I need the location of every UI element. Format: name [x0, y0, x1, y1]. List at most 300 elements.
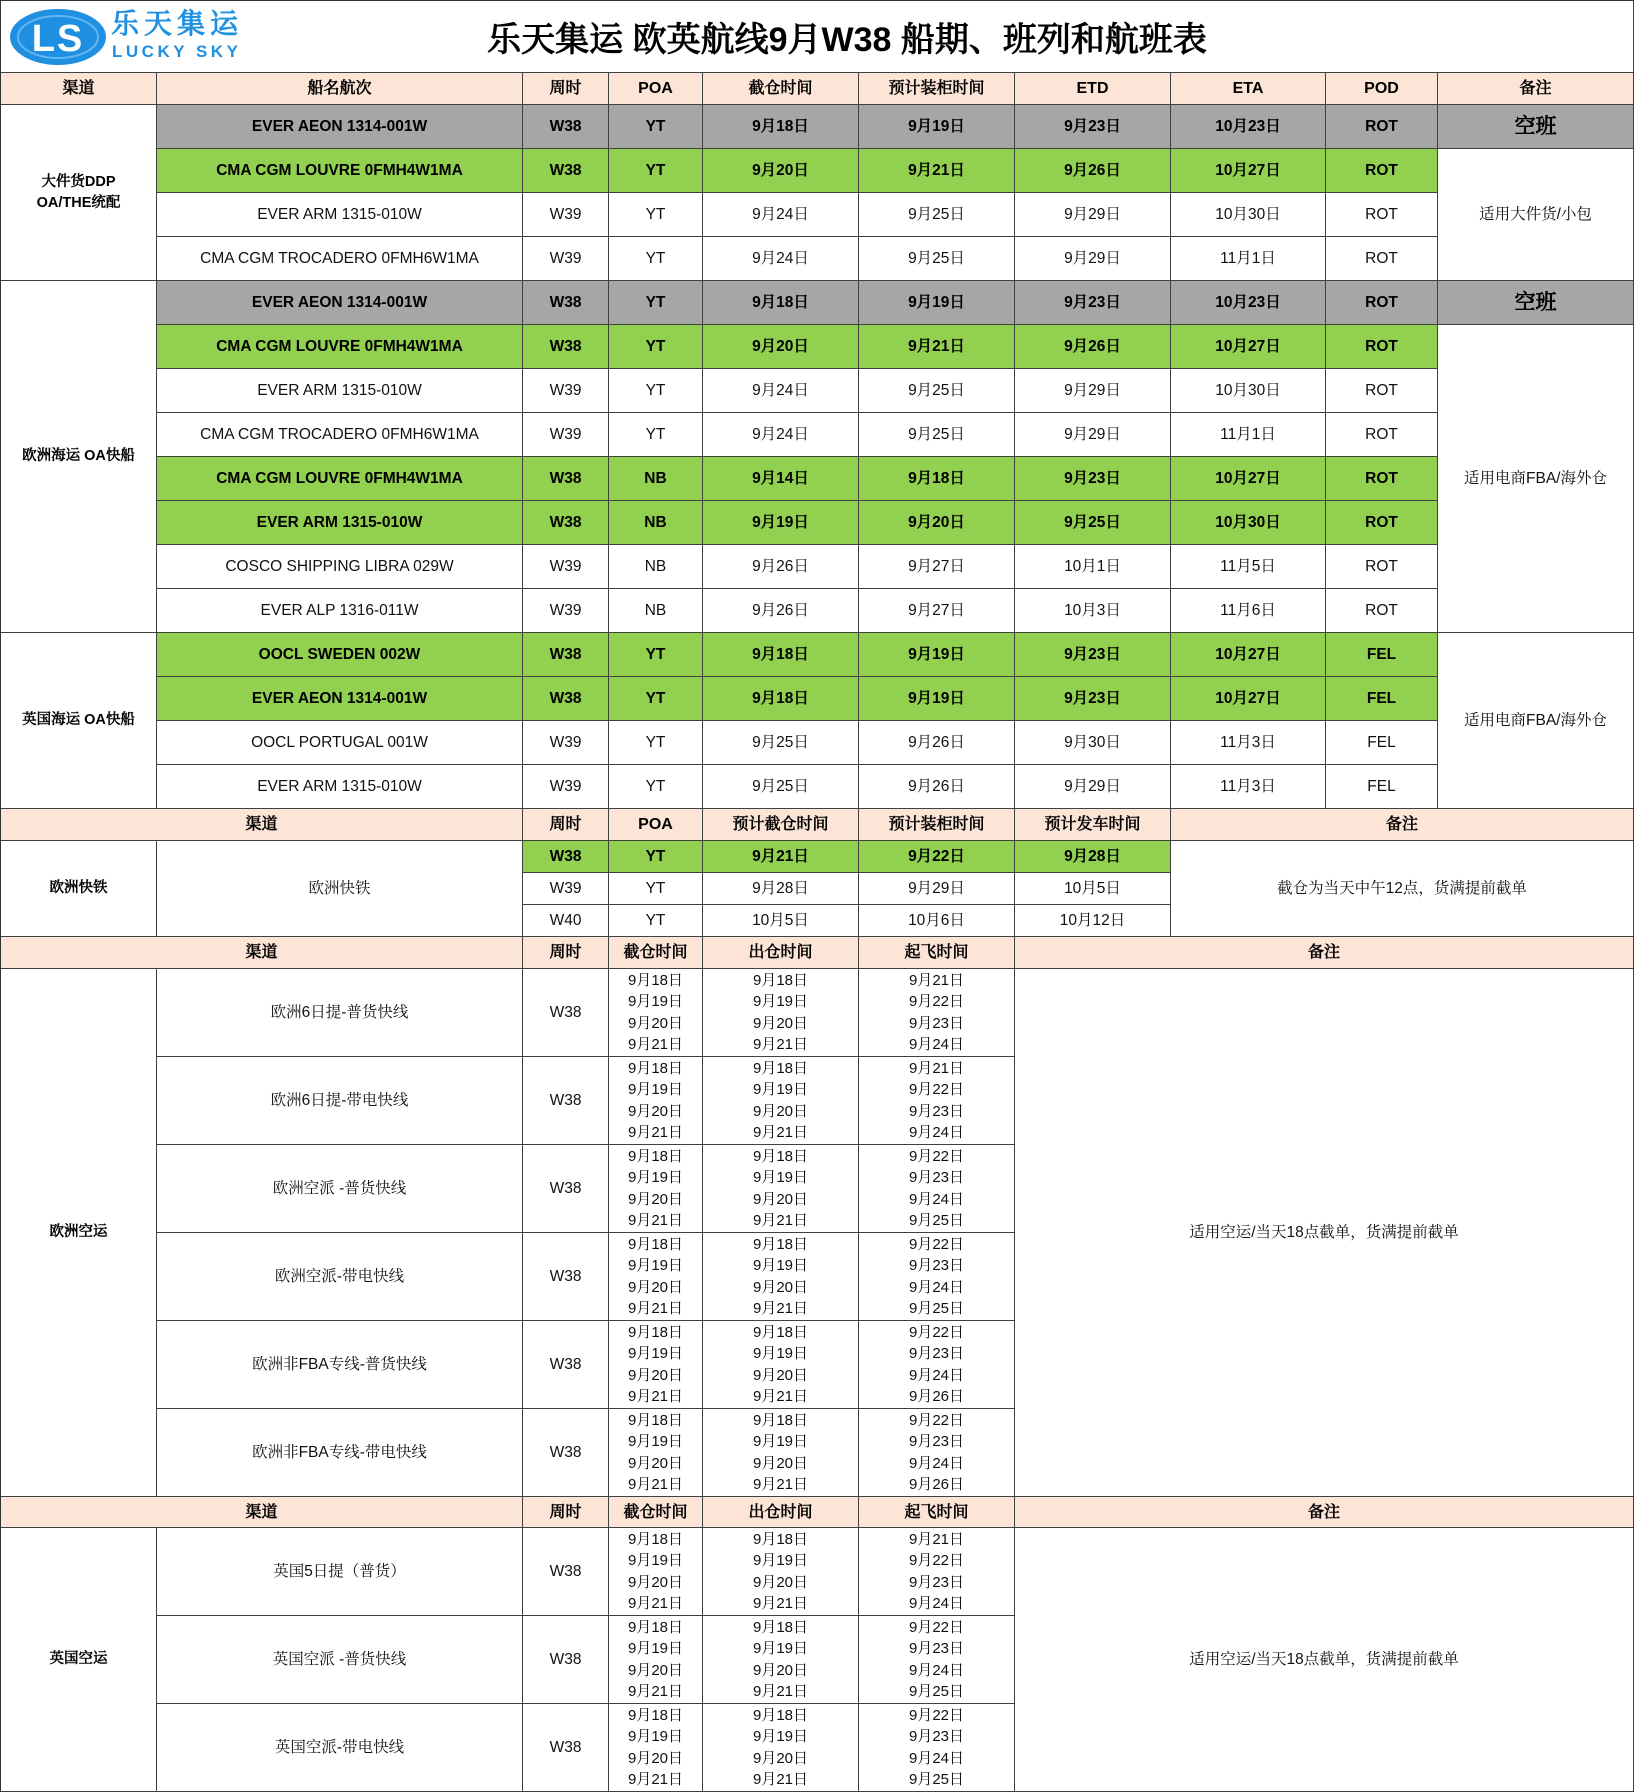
loading-cell: 9月27日 [859, 545, 1015, 589]
air-warehouse-out-date: 9月18日 [752, 1059, 809, 1077]
rail-poa-cell: YT [609, 841, 703, 873]
poa-cell: YT [609, 633, 703, 677]
air-header-flight: 起飞时间 [859, 937, 1015, 969]
pod-cell: FEL [1326, 721, 1438, 765]
etd-cell: 9月23日 [1015, 281, 1171, 325]
loading-cell: 9月25日 [859, 193, 1015, 237]
air-warehouse-out-date: 9月19日 [752, 1345, 809, 1362]
pod-cell: ROT [1326, 325, 1438, 369]
air-flight-date: 9月21日 [908, 1059, 965, 1077]
air-cutoff-date: 9月18日 [627, 1059, 684, 1077]
rail-departure-cell: 10月12日 [1015, 905, 1171, 937]
header-pod: POD [1326, 73, 1438, 105]
air-header-warehouse-out: 出仓时间 [703, 937, 859, 969]
pod-cell: ROT [1326, 105, 1438, 149]
loading-cell: 9月27日 [859, 589, 1015, 633]
vessel-cell: COSCO SHIPPING LIBRA 029W [157, 545, 523, 589]
air-cutoff-date: 9月20日 [627, 1278, 684, 1296]
air-warehouse-out-date-cell [703, 1528, 859, 1616]
loading-cell: 9月20日 [859, 501, 1015, 545]
header-week: 周时 [523, 73, 609, 105]
cutoff-cell: 9月25日 [703, 765, 859, 809]
air-flight-date: 9月22日 [908, 1235, 965, 1253]
air-flight-date: 9月23日 [908, 1640, 965, 1657]
air-warehouse-out-date: 9月21日 [752, 1388, 809, 1405]
air-cutoff-date: 9月19日 [627, 1433, 684, 1450]
air-flight-date: 9月22日 [908, 1618, 965, 1636]
air-header-warehouse-out: 出仓时间 [703, 1497, 859, 1528]
eta-cell: 10月27日 [1171, 633, 1326, 677]
poa-cell: YT [609, 677, 703, 721]
eta-cell: 10月27日 [1171, 677, 1326, 721]
air-service-name-cell: 欧洲非FBA专线-普货快线 [157, 1321, 523, 1409]
air-cutoff-date: 9月19日 [627, 1640, 684, 1657]
air-header-remark: 备注 [1015, 937, 1634, 969]
air-warehouse-out-date: 9月20日 [752, 1454, 809, 1472]
air-warehouse-out-date: 9月21日 [752, 1595, 809, 1612]
rail-header-cutoff: 预计截仓时间 [703, 809, 859, 841]
poa-cell: YT [609, 237, 703, 281]
air-cutoff-date: 9月18日 [627, 1706, 684, 1724]
eta-cell: 11月3日 [1171, 765, 1326, 809]
etd-cell: 10月1日 [1015, 545, 1171, 589]
air-cutoff-date: 9月21日 [627, 1212, 684, 1229]
title-bar [1, 1, 1634, 73]
air-flight-date-cell [859, 969, 1015, 1057]
air-warehouse-out-date-cell [703, 1409, 859, 1497]
air-cutoff-date: 9月21日 [627, 1683, 684, 1700]
poa-cell: YT [609, 281, 703, 325]
week-cell: W38 [523, 325, 609, 369]
air-flight-date-cell [859, 1145, 1015, 1233]
air-cutoff-date: 9月18日 [627, 1235, 684, 1253]
air-warehouse-out-date: 9月21日 [752, 1771, 809, 1788]
air-cutoff-date-cell [609, 1409, 703, 1497]
air-warehouse-out-date-cell [703, 1616, 859, 1704]
air-warehouse-out-date: 9月18日 [752, 1411, 809, 1429]
air-header-cutoff: 截仓时间 [609, 1497, 703, 1528]
air-week-cell: W38 [523, 1409, 609, 1497]
air-flight-date: 9月24日 [908, 1749, 965, 1767]
remark-cell: 适用电商FBA/海外仓 [1438, 325, 1634, 633]
air-flight-date: 9月22日 [908, 993, 965, 1010]
air-cutoff-date: 9月18日 [627, 1411, 684, 1429]
air-warehouse-out-date: 9月21日 [752, 1476, 809, 1493]
cutoff-cell: 9月26日 [703, 589, 859, 633]
air-cutoff-date: 9月21日 [627, 1388, 684, 1405]
poa-cell: YT [609, 149, 703, 193]
page-title: 乐天集运 欧英航线9月W38 船期、班列和航班表 [487, 21, 1207, 59]
air-cutoff-date: 9月20日 [627, 1661, 684, 1679]
rail-poa-cell: YT [609, 905, 703, 937]
air-cutoff-date: 9月20日 [627, 1454, 684, 1472]
loading-cell: 9月25日 [859, 413, 1015, 457]
air-warehouse-out-date-cell [703, 1704, 859, 1792]
air-header-channel: 渠道 [1, 1497, 523, 1528]
air-warehouse-out-date: 9月20日 [752, 1749, 809, 1767]
air-flight-date: 9月24日 [908, 1124, 965, 1141]
air-remark-cell: 适用空运/当天18点截单，货满提前截单 [1015, 969, 1634, 1497]
vessel-cell: OOCL PORTUGAL 001W [157, 721, 523, 765]
remark-cell: 适用电商FBA/海外仓 [1438, 633, 1634, 809]
etd-cell: 9月23日 [1015, 677, 1171, 721]
air-flight-date: 9月22日 [908, 1552, 965, 1569]
schedule-table [1, 73, 1634, 1792]
air-warehouse-out-date: 9月20日 [752, 1366, 809, 1384]
week-cell: W38 [523, 281, 609, 325]
eta-cell: 11月1日 [1171, 237, 1326, 281]
air-cutoff-date: 9月21日 [627, 1300, 684, 1317]
air-cutoff-date-cell [609, 1233, 703, 1321]
air-cutoff-date: 9月18日 [627, 1530, 684, 1548]
air-cutoff-date: 9月21日 [627, 1124, 684, 1141]
air-service-name-cell: 英国5日提（普货） [157, 1528, 523, 1616]
air-channel-cell: 欧洲空运 [1, 969, 157, 1497]
air-flight-date: 9月24日 [908, 1278, 965, 1296]
rail-departure-cell: 9月28日 [1015, 841, 1171, 873]
air-cutoff-date: 9月19日 [627, 993, 684, 1010]
header-eta: ETA [1171, 73, 1326, 105]
air-cutoff-date: 9月21日 [627, 1595, 684, 1612]
pod-cell: FEL [1326, 765, 1438, 809]
rail-departure-cell: 10月5日 [1015, 873, 1171, 905]
eta-cell: 11月1日 [1171, 413, 1326, 457]
air-remark-cell: 适用空运/当天18点截单，货满提前截单 [1015, 1528, 1634, 1792]
air-flight-date: 9月21日 [908, 1530, 965, 1548]
eta-cell: 10月23日 [1171, 281, 1326, 325]
air-flight-date-cell [859, 1704, 1015, 1792]
rail-week-cell: W39 [523, 873, 609, 905]
air-cutoff-date: 9月19日 [627, 1081, 684, 1098]
week-cell: W38 [523, 457, 609, 501]
vessel-cell: CMA CGM TROCADERO 0FMH6W1MA [157, 413, 523, 457]
air-service-name-cell: 欧洲6日提-普货快线 [157, 969, 523, 1057]
etd-cell: 9月29日 [1015, 237, 1171, 281]
air-cutoff-date: 9月21日 [627, 1771, 684, 1788]
rail-header-week: 周时 [523, 809, 609, 841]
vessel-cell: CMA CGM TROCADERO 0FMH6W1MA [157, 237, 523, 281]
air-cutoff-date: 9月20日 [627, 1102, 684, 1120]
air-week-cell: W38 [523, 1704, 609, 1792]
air-warehouse-out-date: 9月21日 [752, 1212, 809, 1229]
pod-cell: FEL [1326, 633, 1438, 677]
air-cutoff-date: 9月19日 [627, 1257, 684, 1274]
air-cutoff-date: 9月19日 [627, 1169, 684, 1186]
air-flight-date: 9月23日 [908, 1102, 965, 1120]
air-flight-date: 9月25日 [908, 1300, 965, 1317]
air-warehouse-out-date: 9月18日 [752, 1147, 809, 1165]
header-cutoff: 截仓时间 [703, 73, 859, 105]
air-flight-date: 9月26日 [908, 1388, 965, 1405]
air-cutoff-date: 9月19日 [627, 1552, 684, 1569]
air-flight-date: 9月24日 [908, 1595, 965, 1612]
air-flight-date: 9月22日 [908, 1411, 965, 1429]
etd-cell: 9月29日 [1015, 369, 1171, 413]
air-cutoff-date: 9月18日 [627, 971, 684, 989]
rail-poa-cell: YT [609, 873, 703, 905]
air-warehouse-out-date: 9月21日 [752, 1683, 809, 1700]
air-warehouse-out-date: 9月19日 [752, 993, 809, 1010]
poa-cell: YT [609, 721, 703, 765]
air-service-name-cell: 欧洲空派 -普货快线 [157, 1145, 523, 1233]
air-flight-date: 9月23日 [908, 1433, 965, 1450]
air-service-name-cell: 欧洲空派-带电快线 [157, 1233, 523, 1321]
header-channel: 渠道 [1, 73, 157, 105]
air-cutoff-date-cell [609, 1528, 703, 1616]
air-channel-cell: 英国空运 [1, 1528, 157, 1792]
air-week-cell: W38 [523, 1145, 609, 1233]
air-cutoff-date: 9月20日 [627, 1014, 684, 1032]
rail-cutoff-cell: 9月28日 [703, 873, 859, 905]
rail-loading-cell: 10月6日 [859, 905, 1015, 937]
poa-cell: YT [609, 193, 703, 237]
air-header-cutoff: 截仓时间 [609, 937, 703, 969]
remark-cell: 空班 [1438, 281, 1634, 325]
etd-cell: 9月29日 [1015, 193, 1171, 237]
air-service-name-cell: 英国空派 -普货快线 [157, 1616, 523, 1704]
air-service-name-cell: 欧洲非FBA专线-带电快线 [157, 1409, 523, 1497]
header-poa: POA [609, 73, 703, 105]
header-remark: 备注 [1438, 73, 1634, 105]
pod-cell: FEL [1326, 677, 1438, 721]
rail-cutoff-cell: 9月21日 [703, 841, 859, 873]
air-warehouse-out-date: 9月18日 [752, 1706, 809, 1724]
air-cutoff-date-cell [609, 1321, 703, 1409]
week-cell: W39 [523, 765, 609, 809]
week-cell: W39 [523, 413, 609, 457]
poa-cell: YT [609, 325, 703, 369]
air-warehouse-out-date: 9月21日 [752, 1124, 809, 1141]
cutoff-cell: 9月20日 [703, 325, 859, 369]
air-flight-date-cell [859, 1616, 1015, 1704]
air-warehouse-out-date: 9月21日 [752, 1036, 809, 1053]
air-cutoff-date: 9月20日 [627, 1366, 684, 1384]
air-flight-date-cell [859, 1321, 1015, 1409]
air-warehouse-out-date: 9月18日 [752, 971, 809, 989]
air-cutoff-date: 9月19日 [627, 1728, 684, 1745]
loading-cell: 9月21日 [859, 325, 1015, 369]
vessel-cell: EVER AEON 1314-001W [157, 281, 523, 325]
pod-cell: ROT [1326, 589, 1438, 633]
air-warehouse-out-date: 9月19日 [752, 1433, 809, 1450]
etd-cell: 9月23日 [1015, 105, 1171, 149]
air-flight-date: 9月25日 [908, 1683, 965, 1700]
air-warehouse-out-date: 9月18日 [752, 1323, 809, 1341]
poa-cell: YT [609, 105, 703, 149]
air-cutoff-date-cell [609, 969, 703, 1057]
air-week-cell: W38 [523, 1321, 609, 1409]
cutoff-cell: 9月24日 [703, 237, 859, 281]
rail-channel-cell: 欧洲快铁 [1, 841, 157, 937]
pod-cell: ROT [1326, 545, 1438, 589]
week-cell: W39 [523, 721, 609, 765]
etd-cell: 9月29日 [1015, 413, 1171, 457]
loading-cell: 9月25日 [859, 237, 1015, 281]
air-flight-date: 9月23日 [908, 1257, 965, 1274]
rail-header-remark: 备注 [1171, 809, 1634, 841]
air-flight-date: 9月22日 [908, 1706, 965, 1724]
week-cell: W38 [523, 501, 609, 545]
air-flight-date: 9月24日 [908, 1454, 965, 1472]
pod-cell: ROT [1326, 193, 1438, 237]
air-warehouse-out-date: 9月20日 [752, 1573, 809, 1591]
poa-cell: YT [609, 369, 703, 413]
air-cutoff-date: 9月18日 [627, 1618, 684, 1636]
poa-cell: NB [609, 457, 703, 501]
air-flight-date-cell [859, 1409, 1015, 1497]
air-flight-date: 9月25日 [908, 1212, 965, 1229]
remark-cell: 空班 [1438, 105, 1634, 149]
etd-cell: 9月23日 [1015, 457, 1171, 501]
header-loading: 预计装柜时间 [859, 73, 1015, 105]
cutoff-cell: 9月18日 [703, 105, 859, 149]
air-week-cell: W38 [523, 1528, 609, 1616]
loading-cell: 9月19日 [859, 633, 1015, 677]
air-flight-date: 9月24日 [908, 1366, 965, 1384]
etd-cell: 10月3日 [1015, 589, 1171, 633]
air-week-cell: W38 [523, 1616, 609, 1704]
air-cutoff-date: 9月20日 [627, 1190, 684, 1208]
channel-cell: 大件货DDP OA/THE统配 [1, 105, 157, 281]
rail-route-cell: 欧洲快铁 [157, 841, 523, 937]
cutoff-cell: 9月18日 [703, 633, 859, 677]
air-flight-date: 9月25日 [908, 1771, 965, 1788]
eta-cell: 10月27日 [1171, 457, 1326, 501]
poa-cell: NB [609, 545, 703, 589]
cutoff-cell: 9月25日 [703, 721, 859, 765]
air-flight-date: 9月24日 [908, 1661, 965, 1679]
week-cell: W38 [523, 677, 609, 721]
air-warehouse-out-date: 9月19日 [752, 1081, 809, 1098]
air-flight-date: 9月22日 [908, 1147, 965, 1165]
air-header-channel: 渠道 [1, 937, 523, 969]
air-warehouse-out-date: 9月19日 [752, 1552, 809, 1569]
rail-header-departure: 预计发车时间 [1015, 809, 1171, 841]
air-cutoff-date: 9月20日 [627, 1749, 684, 1767]
pod-cell: ROT [1326, 281, 1438, 325]
air-cutoff-date: 9月18日 [627, 1323, 684, 1341]
air-week-cell: W38 [523, 969, 609, 1057]
air-warehouse-out-date: 9月20日 [752, 1190, 809, 1208]
remark-cell: 适用大件货/小包 [1438, 149, 1634, 281]
vessel-cell: EVER ARM 1315-010W [157, 765, 523, 809]
vessel-cell: EVER ARM 1315-010W [157, 501, 523, 545]
vessel-cell: CMA CGM LOUVRE 0FMH4W1MA [157, 149, 523, 193]
pod-cell: ROT [1326, 413, 1438, 457]
etd-cell: 9月29日 [1015, 765, 1171, 809]
air-flight-date: 9月23日 [908, 1728, 965, 1745]
pod-cell: ROT [1326, 237, 1438, 281]
air-service-name-cell: 欧洲6日提-带电快线 [157, 1057, 523, 1145]
channel-cell: 英国海运 OA快船 [1, 633, 157, 809]
week-cell: W39 [523, 369, 609, 413]
air-warehouse-out-date: 9月19日 [752, 1640, 809, 1657]
air-flight-date: 9月22日 [908, 1081, 965, 1098]
cutoff-cell: 9月24日 [703, 369, 859, 413]
week-cell: W39 [523, 589, 609, 633]
air-week-cell: W38 [523, 1233, 609, 1321]
air-warehouse-out-date: 9月18日 [752, 1235, 809, 1253]
rail-week-cell: W38 [523, 841, 609, 873]
week-cell: W39 [523, 193, 609, 237]
air-warehouse-out-date-cell [703, 1321, 859, 1409]
etd-cell: 9月26日 [1015, 325, 1171, 369]
logo-name-en: LUCKY SKY [112, 42, 242, 61]
vessel-cell: EVER AEON 1314-001W [157, 677, 523, 721]
cutoff-cell: 9月24日 [703, 413, 859, 457]
air-header-week: 周时 [523, 1497, 609, 1528]
air-flight-date-cell [859, 1528, 1015, 1616]
loading-cell: 9月18日 [859, 457, 1015, 501]
cutoff-cell: 9月20日 [703, 149, 859, 193]
vessel-cell: EVER ALP 1316-011W [157, 589, 523, 633]
cutoff-cell: 9月19日 [703, 501, 859, 545]
air-cutoff-date: 9月21日 [627, 1036, 684, 1053]
eta-cell: 10月27日 [1171, 325, 1326, 369]
rail-loading-cell: 9月22日 [859, 841, 1015, 873]
air-warehouse-out-date: 9月21日 [752, 1300, 809, 1317]
loading-cell: 9月19日 [859, 105, 1015, 149]
air-flight-date: 9月24日 [908, 1036, 965, 1053]
air-header-remark: 备注 [1015, 1497, 1634, 1528]
etd-cell: 9月23日 [1015, 633, 1171, 677]
rail-remark-cell: 截仓为当天中午12点，货满提前截单 [1171, 841, 1634, 937]
air-warehouse-out-date: 9月19日 [752, 1257, 809, 1274]
air-warehouse-out-date-cell [703, 1145, 859, 1233]
vessel-cell: EVER ARM 1315-010W [157, 193, 523, 237]
vessel-cell: OOCL SWEDEN 002W [157, 633, 523, 677]
air-warehouse-out-date: 9月18日 [752, 1530, 809, 1548]
air-cutoff-date-cell [609, 1057, 703, 1145]
loading-cell: 9月19日 [859, 281, 1015, 325]
air-warehouse-out-date: 9月19日 [752, 1169, 809, 1186]
eta-cell: 10月30日 [1171, 501, 1326, 545]
air-flight-date: 9月23日 [908, 1573, 965, 1591]
air-flight-date: 9月21日 [908, 971, 965, 989]
air-flight-date: 9月24日 [908, 1190, 965, 1208]
air-flight-date-cell [859, 1057, 1015, 1145]
rail-header-loading: 预计装柜时间 [859, 809, 1015, 841]
air-service-name-cell: 英国空派-带电快线 [157, 1704, 523, 1792]
etd-cell: 9月30日 [1015, 721, 1171, 765]
vessel-cell: CMA CGM LOUVRE 0FMH4W1MA [157, 325, 523, 369]
pod-cell: ROT [1326, 457, 1438, 501]
eta-cell: 11月5日 [1171, 545, 1326, 589]
eta-cell: 10月30日 [1171, 193, 1326, 237]
eta-cell: 11月6日 [1171, 589, 1326, 633]
air-warehouse-out-date-cell [703, 1233, 859, 1321]
vessel-cell: EVER ARM 1315-010W [157, 369, 523, 413]
pod-cell: ROT [1326, 501, 1438, 545]
loading-cell: 9月21日 [859, 149, 1015, 193]
air-cutoff-date-cell [609, 1616, 703, 1704]
week-cell: W38 [523, 105, 609, 149]
etd-cell: 9月26日 [1015, 149, 1171, 193]
cutoff-cell: 9月24日 [703, 193, 859, 237]
week-cell: W38 [523, 633, 609, 677]
channel-cell: 欧洲海运 OA快船 [1, 281, 157, 633]
cutoff-cell: 9月18日 [703, 281, 859, 325]
logo-mark: LS [31, 18, 85, 60]
cutoff-cell: 9月14日 [703, 457, 859, 501]
poa-cell: YT [609, 765, 703, 809]
air-flight-date: 9月23日 [908, 1345, 965, 1362]
week-cell: W38 [523, 149, 609, 193]
air-header-week: 周时 [523, 937, 609, 969]
vessel-cell: EVER AEON 1314-001W [157, 105, 523, 149]
air-warehouse-out-date: 9月18日 [752, 1618, 809, 1636]
air-warehouse-out-date: 9月20日 [752, 1661, 809, 1679]
